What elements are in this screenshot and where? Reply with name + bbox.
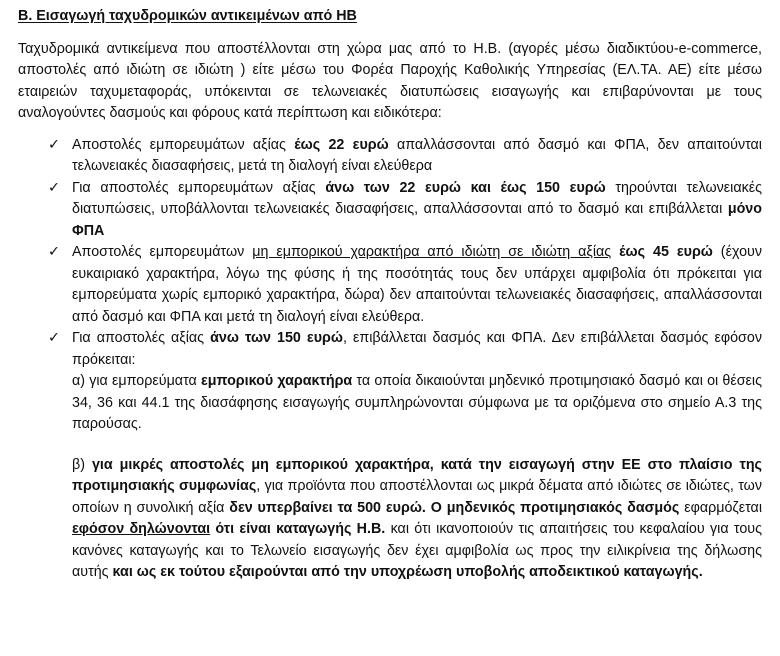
list-item [18, 242, 762, 328]
text-run: Για αποστολές αξίας [72, 330, 211, 346]
text-run [611, 244, 619, 260]
text-run: τα οποία δικαιούνται μηδενικό προτιμησιακό δασμό και οι θέσεις 34, 36 και 44.1 της διασάφησης εισαγωγής συμπληρώνονται σύμφωνα με τα οριζόμενα στο σημείο Α.3 της παρούσας. [72, 373, 762, 432]
bold-text: εμπορικού χαρακτήρα [200, 373, 353, 389]
list-item [18, 178, 762, 243]
bold-text: ότι είναι καταγωγής Η.Β. [210, 521, 386, 537]
bold-text: δεν υπερβαίνει τα 500 ευρώ. Ο μηδενικός προτιμησιακός δασμός [229, 499, 680, 516]
text-run: Αποστολές εμπορευμάτων αξίας [72, 136, 295, 153]
checkmark-icon: ✓ [48, 179, 60, 196]
sub-item-a [72, 371, 762, 436]
text-run: τηρούνται τελωνειακές διατυπώσεις, υποβάλλονται τελωνειακές διασαφήσεις, απαλλάσσονται από το δασμό και επιβάλλεται [72, 179, 762, 217]
text-run: Αποστολές εμπορευμάτων [72, 244, 253, 260]
conditions-list [18, 135, 762, 584]
text-run: Για αποστολές εμπορευμάτων αξίας [72, 179, 326, 196]
intro-paragraph: Ταχυδρομικά αντικείμενα που αποστέλλονται στη χώρα μας από το Η.Β. (αγορές μέσω διαδικτύου-e-commerce, αποστολές από ιδιώτη σε ιδιώτη ) είτε μέσω του Φορέα Παροχής Καθολικής Υπηρεσίας (ΕΛ.ΤΑ. ΑΕ) είτε μέσω εταιρειών ταχυμεταφοράς, υπόκεινται σε τελωνειακές διατυπώσεις εισαγωγής και επιβαρύνονται με τους αναλογούντες δασμούς και φόρους κατά περίπτωση και ειδικότερα: [18, 40, 762, 121]
bold-text: έως 22 ευρώ [294, 136, 389, 153]
bold-text: άνω των 22 ευρώ και έως 150 ευρώ [325, 179, 606, 196]
list-item [18, 135, 762, 178]
bold-text: άνω των 150 ευρώ [210, 330, 343, 346]
underlined-text: μη εμπορικού χαρακτήρα από ιδιώτη σε ιδιώτη αξίας [252, 244, 612, 260]
checkmark-icon: ✓ [48, 330, 60, 346]
sub-item-b [72, 455, 762, 584]
text-run: και ότι ικανοποιούν τις απαιτήσεις του κεφαλαίου για τους κανόνες καταγωγής και το Τελωνείο εισαγωγής δεν έχει αμφιβολία ως προς την ειλικρίνεια της δήλωσης αυτής [72, 521, 762, 580]
text-run: εφαρμόζεται [679, 499, 762, 516]
bold-text: για μικρές αποστολές μη εμπορικού χαρακτήρα, κατά την εισαγωγή στην ΕΕ στο πλαίσιο της προτιμησιακής συμφωνίας [72, 456, 762, 494]
bold-text: μόνο ΦΠΑ [72, 201, 762, 239]
bold-text: έως 45 ευρώ [619, 244, 713, 260]
text-run: , για προϊόντα που αποστέλλονται ως μικρά δέματα από ιδιώτες σε ιδιώτες, των οποίων η συνολική αξία [72, 478, 762, 516]
text-run: β) [72, 456, 92, 473]
bold-text: και ως εκ τούτου εξαιρούνται από την υποχρέωση υποβολής αποδεικτικού καταγωγής. [112, 564, 703, 580]
checkmark-icon: ✓ [48, 244, 60, 260]
text-run: α) για εμπορεύματα [72, 373, 201, 389]
checkmark-icon: ✓ [48, 136, 60, 153]
bold-underlined-text: εφόσον δηλώνονται [72, 521, 211, 537]
text-run: , επιβάλλεται δασμός και ΦΠΑ. Δεν επιβάλλεται δασμός εφόσον πρόκειται: [72, 330, 762, 368]
list-item [18, 328, 762, 436]
text-run: (έχουν ευκαιριακό χαρακτήρα, λόγω της φύσης ή της ποσότητάς τους δεν υπάρχει αμφιβολία ότι πρόκειται για εμπορεύματα χωρίς εμπορικό χαρακτήρα, δώρα) δεν απαιτούνται τελωνειακές διασαφήσεις, απαλλάσσονται από δασμό και ΦΠΑ και μετά τη διαλογή είναι ελεύθερα. [72, 244, 762, 325]
section-heading: Β. Εισαγωγή ταχυδρομικών αντικειμένων από ΗΒ [18, 8, 357, 24]
text-run: απαλλάσσονται από δασμό και ΦΠΑ, δεν απαιτούνται τελωνειακές διασαφήσεις, μετά τη διαλογή είναι ελεύθερα [72, 136, 762, 174]
bullet-intro [72, 328, 762, 371]
